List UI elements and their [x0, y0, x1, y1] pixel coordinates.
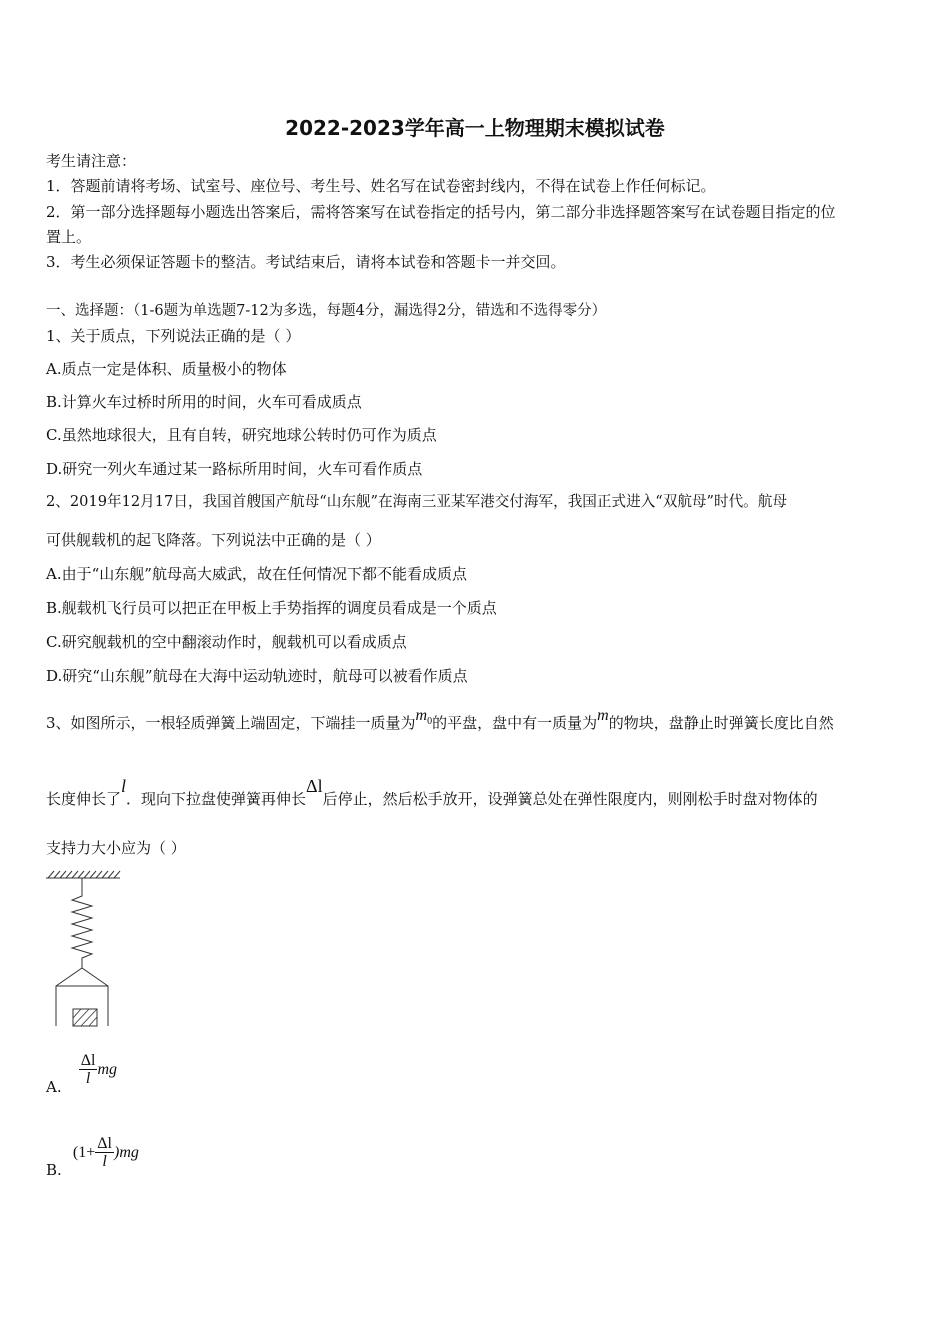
q1-option-b: B.计算火车过桥时所用的时间，火车可看成质点	[46, 393, 362, 411]
q1-stem: 1、关于质点，下列说法正确的是（ ）	[46, 327, 301, 345]
q3-stem-line1: 3、如图所示，一根轻质弹簧上端固定，下端挂一质量为$m_0$的平盘，盘中有一质量为m的物块，盘静止时弹簧长度比自然	[46, 707, 834, 732]
notice-item-1: 1．答题前请将考场、试室号、座位号、考生号、姓名写在试卷密封线内，不得在试卷上作任何标记。	[46, 177, 716, 195]
q3-stem-line2: 长度伸长了l．现向下拉盘使弹簧再伸长Δl后停止，然后松手放开，设弹簧总处在弹性限度内，则刚松手时盘对物体的	[46, 776, 818, 808]
q2-option-d: D.研究“山东舰”航母在大海中运动轨迹时，航母可以被看作质点	[46, 667, 468, 685]
page-title: 2022-2023学年高一上物理期末模拟试卷	[285, 116, 665, 140]
spring	[72, 878, 92, 968]
fraction-delta-l-over-l: $\frac{\Delta l}{l}$	[80, 1052, 96, 1087]
section-heading: 一、选择题：（1-6题为单选题7-12为多选，每题4分，漏选得2分，错选和不选得零分）	[46, 303, 607, 319]
block	[73, 1009, 97, 1026]
q3-stem-line3: 支持力大小应为（ ）	[46, 839, 186, 857]
q2-stem-line2: 可供舰载机的起飞降落。下列说法中正确的是（ ）	[46, 531, 381, 549]
q1-option-d: D.研究一列火车通过某一路标所用时间，火车可看作质点	[46, 460, 423, 478]
q3-option-a: A. $\frac{\Delta l}{l}$ mg	[46, 1052, 117, 1096]
fraction-delta-l-over-l: $\frac{\Delta l}{l}$	[97, 1135, 112, 1170]
q1-option-c: C.虽然地球很大，且有自转，研究地球公转时仍可作为质点	[46, 426, 437, 444]
q2-option-a: A.由于“山东舰”航母高大威武，故在任何情况下都不能看成质点	[46, 565, 467, 583]
pan	[56, 986, 108, 1026]
m0-symbol: $m_0$	[415, 707, 433, 728]
m-symbol: m	[597, 707, 609, 724]
delta-l-symbol: Δl	[306, 776, 323, 796]
notice-item-2: 2．第一部分选择题每小题选出答案后，需将答案写在试卷指定的括号内，第二部分非选择题答案写在试卷题目指定的位	[46, 203, 836, 221]
notice-heading: 考生请注意：	[46, 152, 137, 170]
l-symbol: l	[121, 776, 127, 796]
spring-diagram	[44, 868, 124, 1030]
q2-stem-line1: 2、2019年12月17日，我国首艘国产航母“山东舰”在海南三亚某军港交付海军，我国正式进入“双航母”时代。航母	[46, 493, 787, 510]
q2-option-b: B.舰载机飞行员可以把正在甲板上手势指挥的调度员看成是一个质点	[46, 599, 497, 617]
q3-option-b: B. (1+ $\frac{\Delta l}{l}$ )mg	[46, 1135, 139, 1179]
q1-option-a: A.质点一定是体积、质量极小的物体	[46, 360, 287, 378]
notice-item-2-cont: 置上。	[46, 228, 92, 246]
pan-hanger	[56, 968, 108, 986]
notice-item-3: 3．考生必须保证答题卡的整洁。考试结束后，请将本试卷和答题卡一并交回。	[46, 253, 566, 271]
ceiling-hatch	[46, 871, 120, 878]
q2-option-c: C.研究舰载机的空中翻滚动作时，舰载机可以看成质点	[46, 633, 407, 651]
